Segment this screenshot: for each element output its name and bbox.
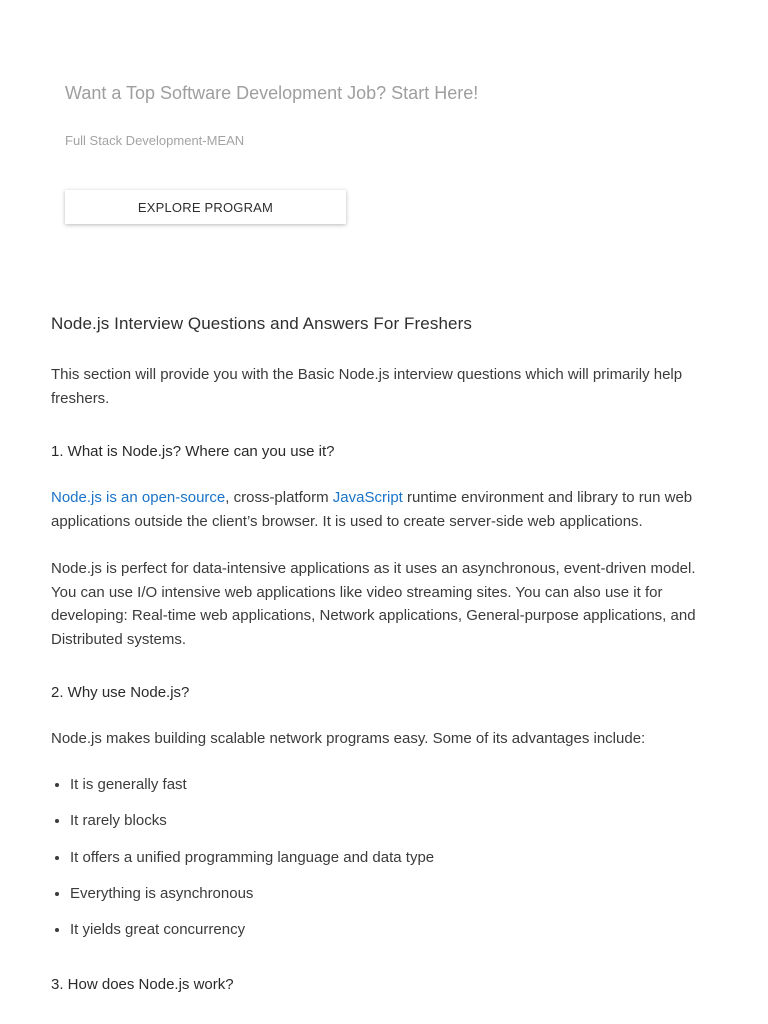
question-1-paragraph-1 bbox=[51, 486, 721, 533]
promo-banner bbox=[65, 80, 705, 215]
list-item: • Everything is asynchronous bbox=[70, 883, 434, 919]
section-title: Node.js Interview Questions and Answers For Freshers bbox=[51, 314, 472, 333]
list-item: • It is generally fast bbox=[70, 774, 434, 810]
nodejs-open-source-link[interactable]: Node.js is an open-source bbox=[51, 489, 226, 506]
list-item: • It yields great concurrency bbox=[70, 919, 434, 955]
javascript-link[interactable]: JavaScript bbox=[332, 489, 403, 506]
explore-program-button[interactable]: EXPLORE PROGRAM bbox=[65, 190, 346, 224]
question-1-paragraph-2: Node.js is perfect for data-intensive applications as it uses an asynchronous, event-driven model. You can use I/O intensive web applications like video streaming sites. You can also use it for developing: Real-time web applications, Network applications, General-purpose applications, and Distributed systems. bbox=[51, 560, 696, 648]
advantages-list bbox=[51, 774, 434, 955]
question-1-heading: 1. What is Node.js? Where can you use it? bbox=[51, 443, 335, 460]
paragraph-text: runtime environment and library to run web applications outside the client’s browser. It is used to create server-side web applications. bbox=[51, 489, 693, 530]
paragraph-text: , cross-platform bbox=[225, 489, 333, 506]
question-2-intro: Node.js makes building scalable network programs easy. Some of its advantages include: bbox=[51, 730, 646, 747]
promo-subtitle: Full Stack Development-MEAN bbox=[65, 133, 245, 148]
section-intro: This section will provide you with the Basic Node.js interview questions which will primarily help freshers. bbox=[51, 366, 683, 407]
question-3-heading: 3. How does Node.js work? bbox=[51, 976, 234, 993]
promo-title: Want a Top Software Development Job? Start Here! bbox=[65, 83, 479, 103]
question-2-heading: 2. Why use Node.js? bbox=[51, 684, 190, 701]
list-item: • It offers a unified programming language and data type bbox=[70, 847, 434, 883]
list-item: • It rarely blocks bbox=[70, 810, 434, 846]
